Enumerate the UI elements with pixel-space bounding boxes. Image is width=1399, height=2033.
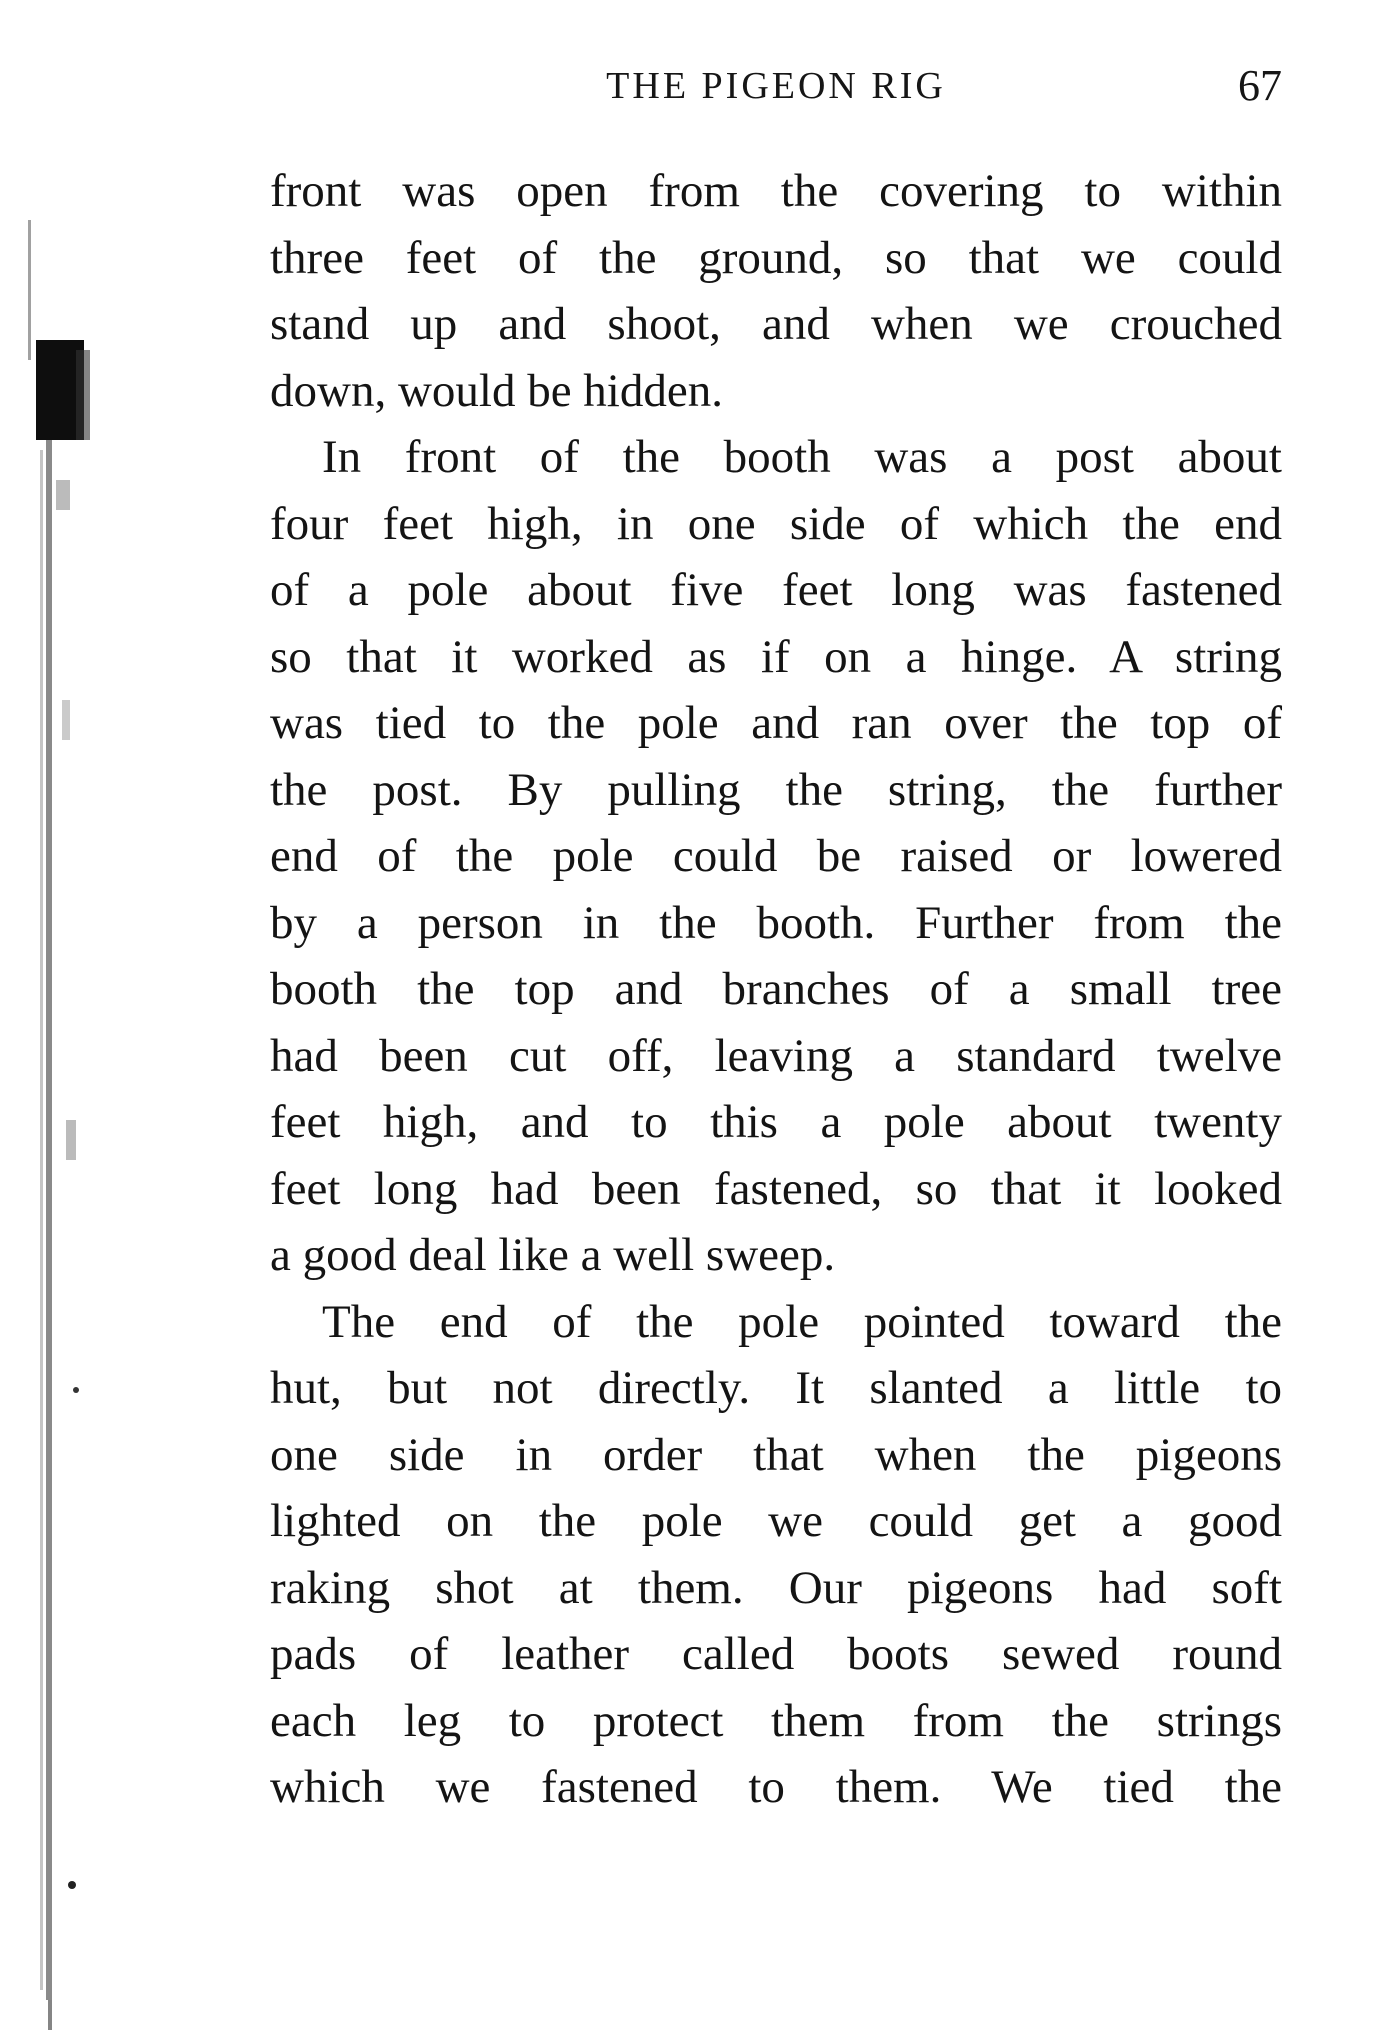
text-line: by a person in the booth. Further from the (270, 896, 1282, 949)
text-line: so that it worked as if on a hinge. A string (270, 630, 1282, 683)
text-line: each leg to protect them from the strings (270, 1694, 1282, 1747)
text-line: The end of the pole pointed toward the (322, 1295, 1282, 1348)
text-line: stand up and shoot, and when we crouched (270, 298, 1282, 350)
text-line: had been cut off, leaving a standard twelve (270, 1029, 1282, 1082)
body-text (270, 158, 1282, 1821)
text-line: down, would be hidden. (270, 364, 723, 417)
text-line: lighted on the pole we could get a good (270, 1495, 1282, 1547)
text-line: the post. By pulling the string, the further (270, 763, 1282, 816)
text-line: of a pole about five feet long was fastened (270, 564, 1282, 616)
binding-shadow-artifact (26, 220, 126, 2030)
text-line: pads of leather called boots sewed round (270, 1628, 1282, 1680)
running-head: THE PIGEON RIG (606, 65, 946, 107)
paragraph-3 (270, 1289, 1282, 1821)
text-line: which we fastened to them. We tied the (270, 1761, 1282, 1813)
text-line: feet high, and to this a pole about twenty (270, 1096, 1282, 1148)
text-line: raking shot at them. Our pigeons had soft (270, 1561, 1282, 1614)
paragraph-2 (270, 424, 1282, 1289)
text-line: feet long had been fastened, so that it looked (270, 1162, 1282, 1215)
text-line: front was open from the covering to within (270, 165, 1282, 217)
text-line: hut, but not directly. It slanted a little to (270, 1362, 1282, 1414)
text-line: was tied to the pole and ran over the top of (270, 697, 1282, 749)
text-line: a good deal like a well sweep. (270, 1229, 836, 1281)
text-line: one side in order that when the pigeons (270, 1428, 1282, 1481)
text-line: three feet of the ground, so that we could (270, 231, 1282, 284)
text-line: end of the pole could be raised or lowered (270, 830, 1282, 882)
text-line: four feet high, in one side of which the end (270, 497, 1282, 550)
page-number: 67 (1238, 61, 1282, 110)
page-header (270, 58, 1282, 118)
text-line: In front of the booth was a post about (322, 431, 1282, 483)
paragraph-1 (270, 158, 1282, 424)
text-line: booth the top and branches of a small tree (270, 963, 1282, 1015)
